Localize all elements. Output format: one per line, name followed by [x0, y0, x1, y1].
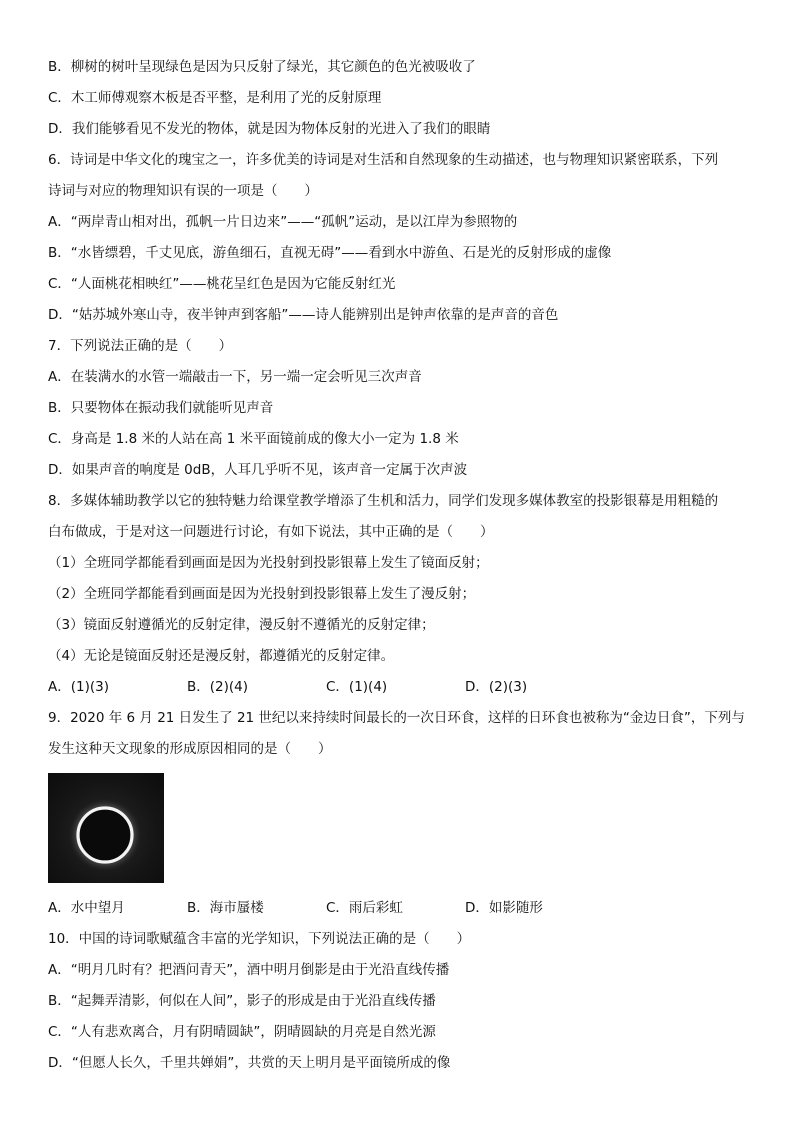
q7-option-d: D．如果声音的响度是 0dB，人耳几乎听不见，该声音一定属于次声波: [48, 462, 468, 478]
q8-statement-4: （4）无论是镜面反射还是漫反射，都遵循光的反射定律。: [48, 648, 395, 664]
q8-option-c: C．(1)(4): [326, 679, 388, 695]
q9-option-b: B．海市蜃楼: [187, 900, 264, 916]
q9-option-a: A．水中望月: [48, 900, 125, 916]
q6-stem-line2: 诗词与对应的物理知识有误的一项是（ ）: [48, 183, 318, 199]
q8-stem-line2: 白布做成，于是对这一问题进行讨论，有如下说法，其中正确的是（ ）: [48, 524, 494, 540]
q10-option-b: B．“起舞弄清影，何似在人间”，影子的形成是由于光沿直线传播: [48, 993, 436, 1009]
q7-option-c: C．身高是 1.8 米的人站在高 1 米平面镜前成的像大小一定为 1.8 米: [48, 431, 459, 447]
q5-option-c: C．木工师傅观察木板是否平整，是利用了光的反射原理: [48, 90, 382, 106]
q6-option-b: B．“水皆缥碧，千丈见底，游鱼细石，直视无碍”——看到水中游鱼、石是光的反射形成的虚像: [48, 245, 612, 261]
q8-option-d: D．(2)(3): [465, 679, 528, 695]
q9-stem-line2: 发生这种天文现象的形成原因相同的是（ ）: [48, 741, 332, 757]
q8-options: [48, 672, 758, 703]
q6-option-c: C．“人面桃花相映红”——桃花呈红色是因为它能反射红光: [48, 276, 396, 292]
q9-figure-wrap: [48, 765, 758, 893]
q9-option-d: D．如影随形: [465, 900, 543, 916]
q8-option-b: B．(2)(4): [187, 679, 249, 695]
q6-option-d: D．“姑苏城外寒山寺，夜半钟声到客船”——诗人能辨别出是钟声依靠的是声音的音色: [48, 307, 559, 323]
q9-options: [48, 893, 758, 924]
q10-option-c: C．“人有悲欢离合，月有阴晴圆缺”，阴晴圆缺的月亮是自然光源: [48, 1024, 436, 1040]
q6-stem-line1: 6．诗词是中华文化的瑰宝之一，许多优美的诗词是对生活和自然现象的生动描述，也与物理知识紧密联系，下列: [48, 152, 719, 168]
q7-option-a: A．在装满水的水管一端敲击一下，另一端一定会听见三次声音: [48, 369, 422, 385]
exam-page: [48, 52, 758, 1079]
q7-stem: 7．下列说法正确的是（ ）: [48, 338, 233, 354]
eclipse-ring-graphic: [48, 773, 164, 883]
q9-option-c: C．雨后彩虹: [326, 900, 403, 916]
q8-stem-line1: 8．多媒体辅助教学以它的独特魅力给课堂教学增添了生机和活力，同学们发现多媒体教室的投影银幕是用粗糙的: [48, 493, 719, 509]
q9-stem-line1: 9．2020 年 6 月 21 日发生了 21 世纪以来持续时间最长的一次日环食，这样的日环食也被称为“金边日食”，下列与: [48, 710, 745, 726]
q6-option-a: A．“两岸青山相对出，孤帆一片日边来”——“孤帆”运动，是以江岸为参照物的: [48, 214, 518, 230]
q10-option-d: D．“但愿人长久，千里共婵娟”，共赏的天上明月是平面镜所成的像: [48, 1055, 451, 1071]
q8-statement-1: （1）全班同学都能看到画面是因为光投射到投影银幕上发生了镜面反射；: [48, 555, 489, 571]
q8-option-a: A．(1)(3): [48, 679, 109, 695]
q5-option-d: D．我们能够看见不发光的物体，就是因为物体反射的光进入了我们的眼睛: [48, 121, 491, 137]
q8-statement-2: （2）全班同学都能看到画面是因为光投射到投影银幕上发生了漫反射；: [48, 586, 476, 602]
q8-statement-3: （3）镜面反射遵循光的反射定律，漫反射不遵循光的反射定律；: [48, 617, 435, 633]
q7-option-b: B．只要物体在振动我们就能听见声音: [48, 400, 274, 416]
q5-option-b: B．柳树的树叶呈现绿色是因为只反射了绿光，其它颜色的色光被吸收了: [48, 59, 476, 75]
q10-option-a: A．“明月几时有？把酒问青天”，酒中明月倒影是由于光沿直线传播: [48, 962, 450, 978]
q10-stem: 10．中国的诗词歌赋蕴含丰富的光学知识，下列说法正确的是（ ）: [48, 931, 471, 947]
annular-eclipse-image: [48, 773, 164, 883]
